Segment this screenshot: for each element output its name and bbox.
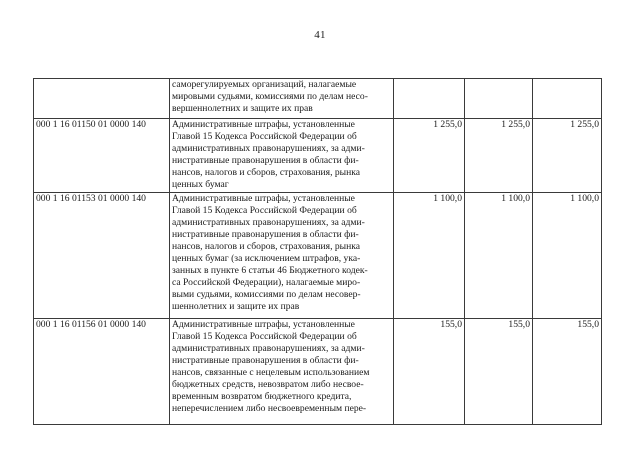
amount-cell-1 (394, 79, 465, 119)
description-line: саморегулируемых организаций, налагаемые (172, 79, 357, 90)
description-cell (170, 119, 394, 193)
budget-revenue-table (33, 78, 602, 425)
description-line: неперечислением либо несвоевременным пере- (172, 403, 367, 415)
description-line: нистративные правонарушения в области фи- (172, 155, 359, 167)
amount-cell-3: 1 255,0 (533, 119, 602, 193)
description-line: временным возвратом бюджетного кредита, (172, 391, 352, 403)
description-line: нистративные правонарушения в области фи- (172, 228, 359, 240)
description-line: Главой 15 Кодекса Российской Федерации об (172, 330, 357, 342)
description-cell (170, 79, 394, 119)
budget-code-cell: 000 1 16 01156 01 0000 140 (34, 318, 170, 424)
description-line: ценных бумаг (172, 179, 229, 191)
table-row (34, 119, 602, 193)
amount-cell-1: 1 255,0 (394, 119, 465, 193)
amount-cell-3: 155,0 (533, 318, 602, 424)
amount-cell-2: 1 100,0 (465, 192, 533, 318)
budget-code-cell: 000 1 16 01153 01 0000 140 (34, 192, 170, 318)
amount-cell-1: 155,0 (394, 318, 465, 424)
description-cell (170, 192, 394, 318)
description-line: вершеннолетних и защите их прав (172, 103, 313, 115)
budget-code-cell: 000 1 16 01150 01 0000 140 (34, 119, 170, 193)
description-line: Административные штрафы, установленные (172, 119, 355, 130)
description-line: административных правонарушениях, за адми- (172, 143, 365, 155)
description-line: бюджетных средств, невозвратом либо несвое- (172, 379, 364, 391)
amount-cell-3: 1 100,0 (533, 192, 602, 318)
description-line: Главой 15 Кодекса Российской Федерации об (172, 204, 357, 216)
description-line: нансов, связанные с нецелевым использованием (172, 366, 370, 378)
description-line: Административные штрафы, установленные (172, 192, 355, 204)
page-number: 41 (314, 29, 326, 41)
amount-cell-2 (465, 79, 533, 119)
description-line: занных в пункте 6 статьи 46 Бюджетного кодек- (172, 265, 368, 277)
description-line: нансов, налогов и сборов, страхования, рынка (172, 240, 361, 252)
description-line: Административные штрафы, установленные (172, 318, 355, 330)
amount-cell-2: 155,0 (465, 318, 533, 424)
description-line: ценных бумаг (за исключением штрафов, ука- (172, 253, 361, 265)
amount-cell-2: 1 255,0 (465, 119, 533, 193)
description-line: нансов, налогов и сборов, страхования, рынка (172, 167, 361, 179)
budget-code-cell (34, 79, 170, 119)
description-line: административных правонарушениях, за адми- (172, 216, 365, 228)
description-line: нистративные правонарушения в области фи- (172, 354, 359, 366)
description-cell (170, 318, 394, 424)
description-line: Главой 15 Кодекса Российской Федерации об (172, 131, 357, 143)
description-line: шеннолетних и защите их прав (172, 301, 300, 313)
description-line: мировыми судьями, комиссиями по делам несо- (172, 91, 368, 103)
amount-cell-3 (533, 79, 602, 119)
description-line: выми судьями, комиссиями по делам несовер- (172, 289, 361, 301)
table-row (34, 79, 602, 119)
description-line: административных правонарушениях, за адми- (172, 342, 365, 354)
table-row (34, 318, 602, 424)
description-line: са Российской Федерации), налагаемые миро- (172, 277, 361, 289)
table-row (34, 192, 602, 318)
amount-cell-1: 1 100,0 (394, 192, 465, 318)
